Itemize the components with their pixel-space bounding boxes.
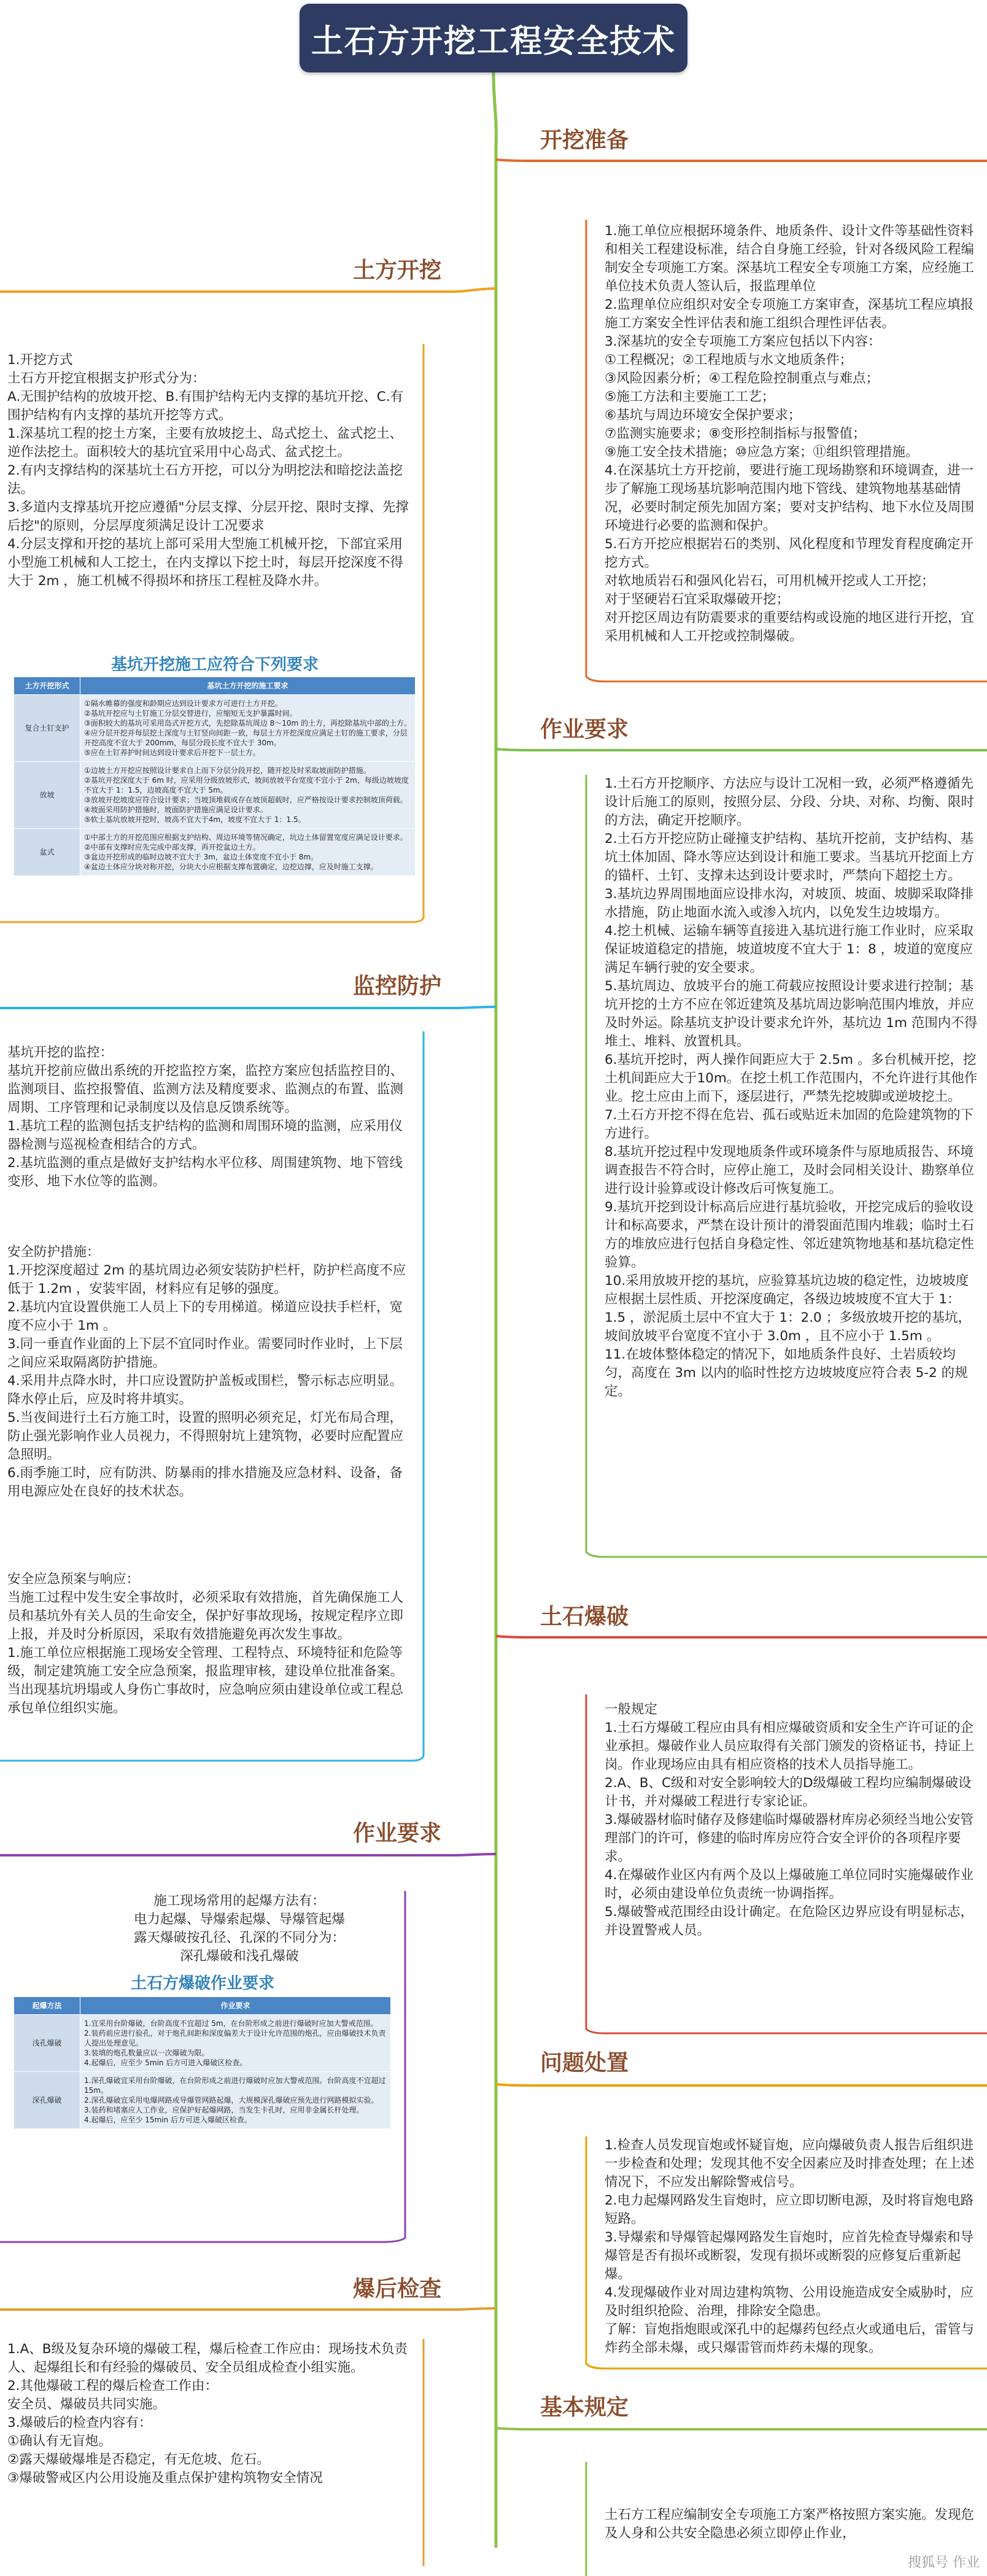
text-kaiwa-zhunbei: 1.施工单位应根据环境条件、地质条件、设计文件等基础性资料和相关工程建设标准，结合自身施工经验，针对各级风险工程编制安全专项施工方案。深基坑工程安全专项施工方案，应经施工单位技术负责人签认后，报监理单位 2.监理单位应组织对安全专项施工方案审查，深基坑工程应填报施工方案安全性评估表和施工组织合理性评估表。 3.深基坑的安全专项施工方案应包括以下内容： ①工程概况；②工程地质与水文地质条件； ③风险因素分析；④工程危险控制重点与难点； ⑤施工方法和主要施工工艺； ⑥基坑与周边环境安全保护要求； ⑦监测实施要求；⑧变形控制指标与报警值； ⑨施工安全技术措施；⑩应急方案；⑪组织管理措施。 4.在深基坑土方开挖前，要进行施工现场勘察和环境调查，进一步了解施工现场基坑影响范围内地下管线、建筑物地基基础情况，必要时制定预先加固方案；要对支护结构、地下水位及周围环境进行必要的监测和保护。 5.石方开挖应根据岩石的类别、风化程度和节理发育程度确定开挖方式。 对软地质岩石和强风化岩石，可用机械开挖或人工开挖； 对于坚硬岩石宜采取爆破开挖； 对开挖区周边有防震要求的重要结构或设施的地区进行开挖，宜采用机械和人工开挖或控制爆破。: [605, 223, 975, 644]
text-wenti-chuzhi: 1.检查人员发现盲炮或怀疑盲炮，应向爆破负责人报告后组织进一步检查和处理；发现其他不安全因素应及时排查处理；在上述情况下，不应发出解除警戒信号。 2.电力起爆网路发生盲炮时，应立即切断电源，及时将盲炮电路短路。 3.导爆索和导爆管起爆网路发生盲炮时，应首先检查导爆索和导爆管是否有损坏或断裂，发现有损坏或断裂的应修复后重新起爆。 4.发现爆破作业对周边建构筑物、公用设施造成安全威胁时，应及时组织抢险、治理，排除安全隐患。 了解：盲炮指炮眼或深孔中的起爆药包经点火或通电后，雷管与炸药全部未爆，或只爆雷管而炸药未爆的现象。: [605, 2138, 975, 2356]
text-anquan-fanghu: 安全防护措施： 1.开挖深度超过 2m 的基坑周边必须安装防护栏杆，防护栏高度不应低于 1.2m ，安装牢固，材料应有足够的强度。 2.基坑内宜设置供施工人员上下的专用梯道。梯道应设扶手栏杆，宽度不应小于 1m 。 3.同一垂直作业面的上下层不宜同时作业。需要同时作业时，上下层之间应采取隔离防护措施。 4.采用井点降水时，井口应设置防护盖板或围栏，警示标志应明显。降水停止后，应及时将井填实。 5.当夜间进行土石方施工时，设置的照明必须充足，灯光布局合理，防止强光影响作业人员视力，不得照射坑上建筑物，必要时应配置应急照明。 6.雨季施工时，应有防洪、防暴雨的排水措施及应急材料、设备，备用电源应处在良好的技术状态。: [7, 1244, 406, 1499]
central-topic[interactable]: 土石方开挖工程安全技术: [300, 4, 687, 72]
table1-row-description: ①边坡土方开挖应按照设计要求自上而下分层分段开挖，随开挖及时采取坡面防护措施。 ②基坑开挖深度大于 6m 时，应采用分级放坡形式，坡间放坡平台宽度不宜小于 2m，每级边坡坡度不宜大于 1：1.5，边坡高度不宜大于 5m。 ③放坡开挖坡度应符合设计要求；当坡顶堆载或存在坡顶超载时，应严格按设计要求控制坡顶荷载。 ④坡面采用防护措施时，坡面防护措施应满足设计要求。 ⑤软土基坑放坡开挖时，坡高不宜大于4m，坡度不宜大于 1：1.5。: [80, 762, 416, 829]
table2-header-desc: 作业要求: [80, 1997, 391, 2015]
table1-row-description: ①中部土方的开挖范围应根据支护结构、周边环境等情况确定，坑边土体留置宽度应满足设计要求。 ②中部有支撑时应先完成中部支撑，再开挖盆边土方。 ③盆边开挖形成的临时边坡不宜大于 3m，盆边土体宽度不宜小于 8m。 ④盆边土体应分块对称开挖，分块大小应根据支撑布置确定，边挖边撑，应及时施工支撑。: [80, 829, 416, 876]
branch-jiankong-fanghu[interactable]: 监控防护: [353, 974, 442, 999]
branch-wenti-chuzhi[interactable]: 问题处置: [540, 2050, 629, 2076]
text-jiankong: 基坑开挖的监控： 基坑开挖前应做出系统的开挖监控方案，监控方案应包括监控目的、监测项目、监控报警值、监测方法及精度要求、监测点的布置、监测周期、工序管理和记录制度以及信息反馈系统等。 1.基坑工程的监测包括支护结构的监测和周围环境的监测，应采用仪器检测与巡视检查相结合的方式。 2.基坑监测的重点是做好支护结构水平位移、周围建筑物、地下管线变形、地下水位等的监测。: [7, 1045, 404, 1189]
table1-row-category: 复合土钉支护: [14, 695, 80, 762]
branch-zuoye-yaoqiu-left[interactable]: 作业要求: [353, 1821, 442, 1846]
branch-kaiwa-zhunbei[interactable]: 开挖准备: [540, 128, 629, 153]
text-zuoye-yaoqiu: 1.土石方开挖顺序、方法应与设计工况相一致，必须严格遵循先设计后施工的原则，按照分层、分段、分块、对称、均衡、限时的方法，确定开挖顺序。 2.土石方开挖应防止碰撞支护结构、基坑开挖前，支护结构、基坑土体加固、降水等应达到设计和施工要求。当基坑开挖面上方的锚杆、土钉、支撑未达到设计要求时，严禁向下超挖土方。 3.基坑边界周围地面应设排水沟，对坡顶、坡面、坡脚采取降排水措施，防止地面水流入或渗入坑内，以免发生边坡塌方。 4.挖土机械、运输车辆等直接进入基坑进行施工作业时，应采取保证坡道稳定的措施，坡道坡度不宜大于 1：8 ，坡道的宽度应满足车辆行驶的安全要求。 5.基坑周边、放坡平台的施工荷载应按照设计要求进行控制；基坑开挖的土方不应在邻近建筑及基坑周边影响范围内堆放，并应及时外运。除基坑支护设计要求允许外，基坑边 1m 范围内不得堆土、堆料、放置机具。 6.基坑开挖时，两人操作间距应大于 2.5m 。多台机械开挖，挖土机间距应大于10m。在挖土机工作范围内，不允许进行其他作业。挖土应由上而下，逐层进行，严禁先挖坡脚或逆坡挖土。 7.土石方开挖不得在危岩、孤石或贴近未加固的危险建筑物的下方进行。 8.基坑开挖过程中发现地质条件或环境条件与原地质报告、环境调查报告不符合时，应停止施工，及时会同相关设计、勘察单位进行设计验算或设计修改后可恢复施工。 9.基坑开挖到设计标高后应进行基坑验收，开挖完成后的验收设计和标高要求，严禁在设计预计的滑裂面范围内堆载；临时土石方的堆放应进行包括自身稳定性、邻近建筑物地基和基坑稳定性验算。 10.采用放坡开挖的基坑，应验算基坑边坡的稳定性，边坡坡度应根据土层性质、开挖深度确定，各级边坡坡度不宜大于 1：1.5 ，淤泥质土层中不宜大于 1：2.0 ；多级放坡开挖的基坑，坡间放坡平台宽度不宜小于 3.0m ，且不应小于 1.5m 。 11.在坡体整体稳定的情况下，如地质条件良好、土岩质较均匀，高度在 3m 以内的临时性挖方边坡坡度应符合表 5-2 的规定。: [605, 776, 978, 1399]
baopo-requirement-table: [14, 1996, 391, 2129]
table1-row-category: 盆式: [14, 829, 80, 876]
table2-row-category: 深孔爆破: [14, 2072, 80, 2129]
branch-tushi-baopo[interactable]: 土石爆破: [540, 1604, 629, 1629]
branch-jiben-guiding[interactable]: 基本规定: [540, 2395, 629, 2420]
table1-header-cat: 土方开挖形式: [14, 677, 80, 695]
watermark: 搜狐号 作业: [908, 2555, 980, 2570]
table2-row: [14, 2072, 391, 2129]
branch-tufang-kaiwa[interactable]: 土方开挖: [353, 258, 442, 283]
branch-baohou-jiancha[interactable]: 爆后检查: [353, 2276, 442, 2302]
table1-header-desc: 基坑土方开挖的施工要求: [80, 677, 416, 695]
table2-row-category: 浅孔爆破: [14, 2015, 80, 2072]
kaiwa-requirement-table: [14, 677, 416, 876]
text-yingji-yuan: 安全应急预案与响应： 当施工过程中发生安全事故时，必须采取有效措施，首先确保施工人员和基坑外有关人员的生命安全，保护好事故现场，按规定程序立即上报，并及时分析原因，采取有效措施避免再次发生事故。 1.施工单位应根据施工现场安全管理、工程特点、环境特征和危险等级，制定建筑施工安全应急预案，报监理审核，建设单位批准备案。当出现基坑坍塌或人身伤亡事故时，应急响应须由建设单位或工程总承包单位组织实施。: [7, 1572, 404, 1716]
text-baohou-jiancha: 1.A、B级及复杂环境的爆破工程，爆后检查工作应由：现场技术负责人、起爆组长和有经验的爆破员、安全员组成检查小组实施。 2.其他爆破工程的爆后检查工作由： 安全员、爆破员共同实施。 3.爆破后的检查内容有： ①确认有无盲炮。 ②露天爆破爆堆是否稳定，有无危坡、危石。 ③爆破警戒区内公用设施及重点保护建构筑物安全情况: [7, 2341, 408, 2486]
table2-row: [14, 2015, 391, 2072]
text-qibao-fangfa: 施工现场常用的起爆方法有： 电力起爆、导爆索起爆、导爆管起爆 露天爆破按孔径、孔深的不同分为： 深孔爆破和浅孔爆破: [133, 1893, 345, 1964]
table1-row-category: 放坡: [14, 762, 80, 829]
table2-title: 土石方爆破作业要求: [130, 1974, 274, 1993]
text-tushi-baopo: 一般规定 1.土石方爆破工程应由具有相应爆破资质和安全生产许可证的企业承担。爆破作业人员应取得有关部门颁发的资格证书，持证上岗。作业现场应由具有相应资格的技术人员指导施工。 2.A、B、C级和对安全影响较大的D级爆破工程均应编制爆破设计书，并对爆破工程进行专家论证。 3.爆破器材临时储存及修建临时爆破器材库房必须经当地公安管理部门的许可，修建的临时库房应符合安全评价的各项程序要求。 4.在爆破作业区内有两个及以上爆破施工单位同时实施爆破作业时，必须由建设单位负责统一协调指挥。 5.爆破警戒范围经由设计确定。在危险区边界应设有明显标志，并设置警戒人员。: [605, 1702, 975, 1938]
text-tufang-kaiwa: 1.开挖方式 土石方开挖宜根据支护形式分为： A.无围护结构的放坡开挖、B.有围护结构无内支撑的基坑开挖、C.有围护结构有内支撑的基坑开挖等方式。 1.深基坑工程的挖土方案，主要有放坡挖土、岛式挖土、盆式挖土、逆作法挖土。面积较大的基坑宜采用中心岛式、盆式挖土。 2.有内支撑结构的深基坑土石方开挖，可以分为明挖法和暗挖法盖挖法。 3.多道内支撑基坑开挖应遵循"分层支撑、分层开挖、限时支撑、先撑后挖"的原则，分层厚度须满足设计工况要求 4.分层支撑和开挖的基坑上部可采用大型施工机械开挖，下部宜采用小型施工机械和人工挖土，在内支撑以下挖土时，每层开挖深度不得大于 2m ，施工机械不得损坏和挤压工程桩及降水井。: [7, 352, 409, 589]
table2-row-description: 1.宜采用台阶爆破，台阶高度不宜超过 5m，在台阶形成之前进行爆破时应加大警戒范围。 2.装药前应进行验孔，对于炮孔间距和深度偏差大于设计允许范围的炮孔，应由爆破技术负责人提出处理意见。 3.装填的炮孔数量应以一次爆破为限。 4.起爆后，应至少 5min 后方可进入爆破区检查。: [80, 2015, 391, 2072]
table1-row: [14, 695, 416, 762]
table1-row-description: ①隔水帷幕的强度和龄期应达到设计要求方可进行土方开挖。 ②基坑开挖应与土钉施工分层交替进行，应缩短无支护暴露时间。 ③面积较大的基坑可采用岛式开挖方式，先挖除基坑周边 8～10m 的土方，再挖除基坑中部的土方。 ④应分层开挖并每层挖土深度与土钉竖向间距一致，每层土方开挖深度应满足土钉的施工要求，分层开挖高度不宜大于 200mm，每层分段长度不宜大于 30m。 ⑤应在土钉养护时间达到设计要求后开挖下一层土方。: [80, 695, 416, 762]
table2-header-cat: 起爆方法: [14, 1997, 80, 2015]
table2-row-description: 1.深孔爆破宜采用台阶爆破，在台阶形成之前进行爆破时应加大警戒范围。台阶高度不宜超过 15m。 2.深孔爆破宜采用电爆网路或导爆管网路起爆，大规模深孔爆破应预先进行网路模拟实验。 3.装药和堵塞应人工作业，应保护好起爆网路，当发生卡孔时，应用非金属长杆处理。 4.起爆后，应至少 15min 后方可进入爆破区检查。: [80, 2072, 391, 2129]
branch-zuoye-yaoqiu-right[interactable]: 作业要求: [540, 717, 629, 742]
table1-row: [14, 829, 416, 876]
text-jiben-guiding: 土石方工程应编制安全专项施工方案严格按照方案实施。发现危及人身和公共安全隐患必须立即停止作业，: [605, 2507, 975, 2541]
table1-row: [14, 762, 416, 829]
table1-title: 基坑开挖施工应符合下列要求: [110, 656, 319, 674]
